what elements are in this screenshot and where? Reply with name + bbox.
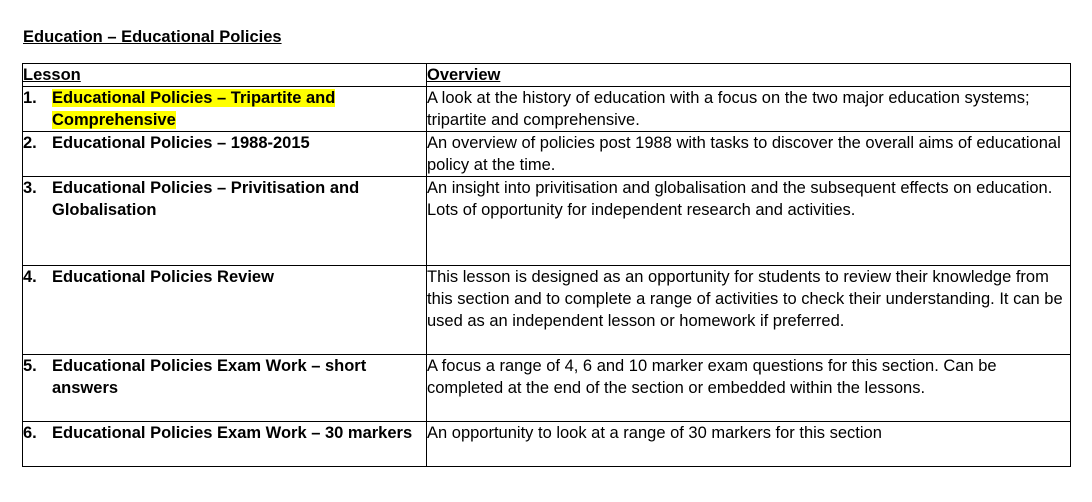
lesson-item bbox=[23, 266, 426, 288]
overview-cell: A look at the history of education with a focus on the two major education systems; tripartite and comprehensive. bbox=[427, 87, 1071, 132]
overview-header-label: Overview bbox=[427, 66, 501, 84]
lesson-cell bbox=[23, 177, 427, 266]
lesson-title: Educational Policies – 1988-2015 bbox=[52, 134, 310, 152]
lesson-number: 3. bbox=[23, 179, 37, 197]
lesson-title-highlighted: Educational Policies – Tripartite and Comprehensive bbox=[52, 89, 336, 129]
lesson-title: Educational Policies Exam Work – short answers bbox=[52, 357, 367, 397]
lesson-cell bbox=[23, 87, 427, 132]
lessons-table bbox=[22, 63, 1071, 467]
table-row bbox=[23, 266, 1071, 355]
lesson-title: Educational Policies Exam Work – 30 markers bbox=[52, 424, 413, 442]
overview-cell: This lesson is designed as an opportunity for students to review their knowledge from this section and to complete a range of activities to check their understanding. It can be used as an independent lesson or homework if preferred. bbox=[427, 266, 1071, 355]
table-row bbox=[23, 132, 1071, 177]
lesson-title: Educational Policies – Privitisation and Globalisation bbox=[52, 179, 360, 219]
lesson-number: 1. bbox=[23, 89, 37, 107]
table-row bbox=[23, 355, 1071, 422]
table-row bbox=[23, 177, 1071, 266]
overview-cell: An overview of policies post 1988 with tasks to discover the overall aims of educational policy at the time. bbox=[427, 132, 1071, 177]
lesson-title: Educational Policies Review bbox=[52, 268, 274, 286]
lesson-cell bbox=[23, 132, 427, 177]
lesson-number: 4. bbox=[23, 268, 37, 286]
lesson-cell bbox=[23, 266, 427, 355]
table-row bbox=[23, 87, 1071, 132]
lesson-item bbox=[23, 355, 426, 399]
overview-cell: An opportunity to look at a range of 30 markers for this section bbox=[427, 422, 1071, 467]
overview-column-header bbox=[427, 64, 1071, 87]
lesson-column-header bbox=[23, 64, 427, 87]
lesson-number: 6. bbox=[23, 424, 37, 442]
lesson-header-label: Lesson bbox=[23, 66, 81, 84]
lesson-cell bbox=[23, 422, 427, 467]
lesson-item bbox=[23, 422, 426, 444]
table-row bbox=[23, 422, 1071, 467]
lesson-number: 2. bbox=[23, 134, 37, 152]
lesson-item bbox=[23, 132, 426, 154]
lesson-item bbox=[23, 87, 426, 131]
page-title: Education – Educational Policies bbox=[23, 28, 282, 46]
lesson-cell bbox=[23, 355, 427, 422]
lesson-number: 5. bbox=[23, 357, 37, 375]
overview-cell: A focus a range of 4, 6 and 10 marker exam questions for this section. Can be completed at the end of the section or embedded within the lessons. bbox=[427, 355, 1071, 422]
table-header-row bbox=[23, 64, 1071, 87]
overview-cell: An insight into privitisation and globalisation and the subsequent effects on education. Lots of opportunity for independent research and activities. bbox=[427, 177, 1071, 266]
lesson-item bbox=[23, 177, 426, 221]
